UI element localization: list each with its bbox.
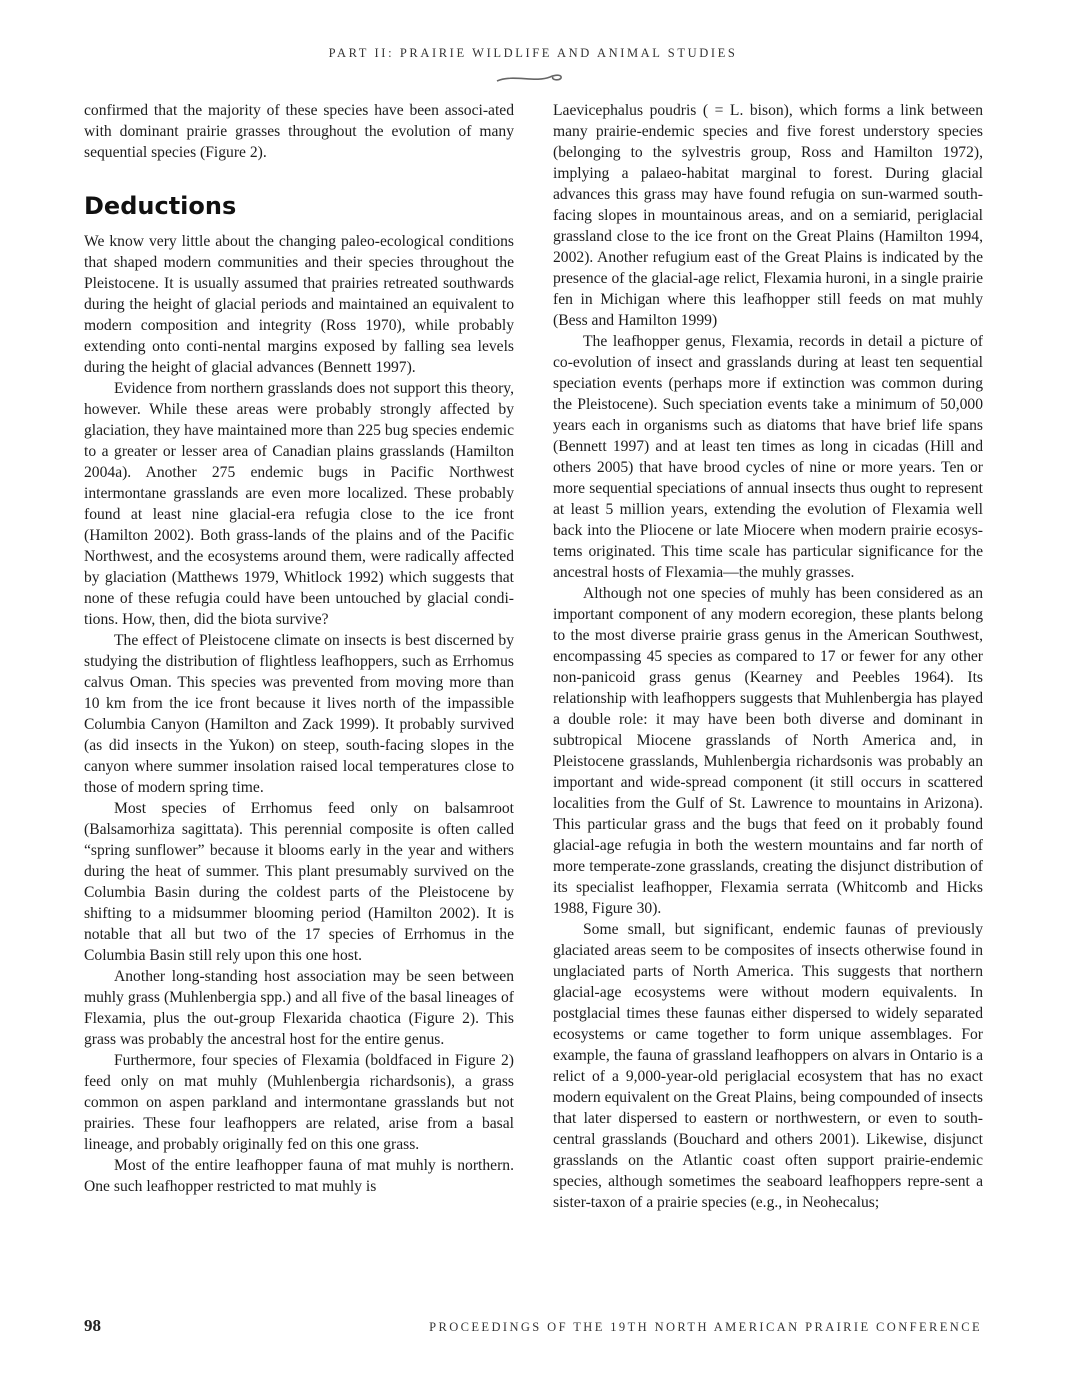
paragraph: Evidence from northern grasslands does not support this theory, however. While these areas were probably strongly affected by glaciation, they have maintained more than 225 bug species endemic to a greater or lesser area of Canadian plains grasslands (Hamilton 2004a). Another 275 endemic bugs in Pacific Northwest intermontane grasslands are even more localized. These probably found at least nine glacial-era refugia close to the ice front (Hamilton 2002). Both grass-lands of the plains and of the Pacific Northwest, and the ecosystems around them, were radically affected by glaciation (Matthews 1979, Whitlock 1992) which suggests that none of these refugia could have been untouched by glacial condi-tions. How, then, did the biota survive? bbox=[84, 380, 514, 628]
paragraph: Although not one species of muhly has been considered as an important component of any modern ecoregion, these plants belong to the most diverse prairie grass genus in the American Southwest, encompassing 45 species as compared to 17 or fewer for any other non-panicoid grass genus (Kearney and Peebles 1964). Its relationship with leafhoppers suggests that Muhlenbergia has played a double role: it may have been both diverse and dominant in subtropical Miocene grasslands of North America and, in Pleistocene grasslands, Muhlenbergia richardsonis was probably an important and wide-spread component (it still occurs in scattered localities from the Gulf of St. Lawrence to mountains in Arizona). This particular grass and the bugs that feed on it probably found glacial-age refugia in both the western mountains and far north of more temperate-zone grasslands, creating the disjunct distribution of its specialist leafhopper, Flexamia serrata (Whitcomb and Hicks 1988, Figure 30). bbox=[553, 585, 983, 917]
right-column bbox=[553, 100, 983, 1213]
running-foot: PROCEEDINGS OF THE 19TH NORTH AMERICAN PRAIRIE CONFERENCE bbox=[429, 1320, 982, 1334]
running-head: PART II: PRAIRIE WILDLIFE AND ANIMAL STUDIES bbox=[328, 46, 738, 60]
section-heading: Deductions bbox=[84, 192, 237, 220]
paragraph: Some small, but significant, endemic faunas of previously glaciated areas seem to be composites of insects otherwise found in unglaciated parts of North America. This suggests that northern glacial-age ecosystems were without modern equivalents. In postglacial times these faunas either dispersed to widely separated ecosystems or came together to form unique assemblages. For example, the fauna of grassland leafhoppers on alvars in Ontario is a relict of a 9,000-year-old periglacial ecosystem that has no exact modern equivalent on the Great Plains, being compounded of insects that later dispersed to eastern or northwestern, or even to south-central grasslands (Bouchard and others 2001). Likewise, disjunct grasslands on the Atlantic coast often support prairie-endemic species, although sometimes the seaboard leafhoppers repre-sent a sister-taxon of a prairie species (e.g., in Neohecalus; bbox=[553, 921, 983, 1211]
paragraph: confirmed that the majority of these species have been associ-ated with dominant prairie grasses throughout the evolution of many sequential species (Figure 2). bbox=[84, 102, 514, 161]
paragraph: Laevicephalus poudris ( = L. bison), which forms a link between many prairie-endemic species and five forest understory species (belonging to the sylvestris group, Ross and Hamilton 1972), implying a palaeo-habitat marginal to forest. During glacial advances this grass may have found refugia on sun-warmed south-facing slopes in mountainous areas, and on a semiarid, periglacial grassland close to the ice front on the Great Plains (Hamilton 1994, 2002). Another refugium east of the Great Plains is indicated by the presence of the glacial-age relict, Flexamia huroni, in a single prairie fen in Michigan where this leafhopper still feeds on mat muhly (Bess and Hamilton 1999) bbox=[553, 102, 983, 329]
paragraph: Most species of Errhomus feed only on balsamroot (Balsamorhiza sagittata). This perennial composite is often called “spring sunflower” because it blooms early in the year and withers during the heat of summer. This plant presumably survived on the Columbia Basin during the coldest parts of the Pleistocene by shifting to a midsummer blooming period (Hamilton 2002). It is notable that all but two of the 17 species of Errhomus in the Columbia Basin still rely upon this one host. bbox=[84, 800, 514, 964]
paragraph: Another long-standing host association may be seen between muhly grass (Muhlenbergia spp.) and all five of the basal lineages of Flexamia, plus the out-group Flexarida chaotica (Figure 2). This grass was probably the ancestral host for the entire genus. bbox=[84, 968, 514, 1048]
paragraph: Furthermore, four species of Flexamia (boldfaced in Figure 2) feed only on mat muhly (Muhlenbergia richardsonis), a grass common on aspen parkland and intermontane grasslands but not prairies. These four leafhoppers are related, arise from a basal lineage, and probably originally fed on this one grass. bbox=[84, 1052, 514, 1153]
paragraph: Most of the entire leafhopper fauna of mat muhly is northern. One such leafhopper restricted to mat muhly is bbox=[84, 1157, 514, 1195]
ornament-swash-icon bbox=[495, 70, 565, 86]
paragraph: The effect of Pleistocene climate on insects is best discerned by studying the distribution of flightless leafhoppers, such as Errhomus calvus Oman. This species was prevented from moving more than 10 km from the ice front because it lives north of the impassible Columbia Canyon (Hamilton and Zack 1999). It probably survived (as did insects in the Yukon) on steep, south-facing slopes in the canyon where summer insolation raised local temperatures close to those of modern spring time. bbox=[84, 632, 514, 796]
page-number: 98 bbox=[84, 1316, 101, 1335]
paragraph: We know very little about the changing paleo-ecological conditions that shaped modern communities and their species throughout the Pleistocene. It is usually assumed that prairies retreated southwards during the height of glacial periods and maintained an equivalent to modern composition and integrity (Ross 1970), while probably extending onto conti-nental margins exposed by falling sea levels during the height of glacial advances (Bennett 1997). bbox=[84, 233, 514, 376]
left-column bbox=[84, 100, 514, 1197]
paragraph: The leafhopper genus, Flexamia, records in detail a picture of co-evolution of insect and grasslands during at least ten sequential speciation events (perhaps more if extinction was common during the Pleistocene). Such speciation events take a minimum of 50,000 years each in organisms such as diatoms that have brief life spans (Bennett 1997) and at least ten times as long in cicadas (Hill and others 2005) that have brood cycles of nine or more years. Ten or more sequential speciations of annual insects thus ought to represent at least 5 million years, extending the evolution of Flexamia well back into the Pliocene or late Miocere when modern prairie ecosys-tems originated. This time scale has particular significance for the ancestral hosts of Flexamia—the muhly grasses. bbox=[553, 333, 983, 581]
